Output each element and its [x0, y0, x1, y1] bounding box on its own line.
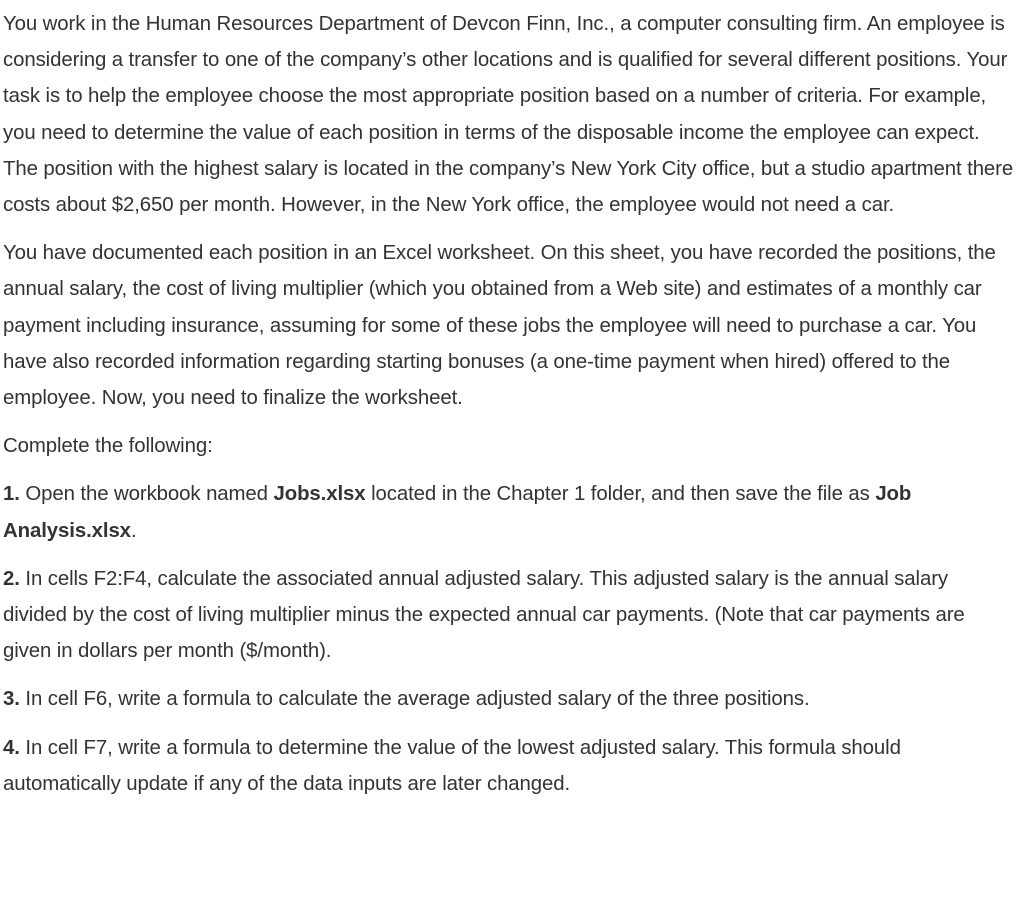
step-3	[3, 681, 1015, 717]
step-text: In cells F2:F4, calculate the associated annual adjusted salary. This adjusted salary is the annual salary divided by the cost of living multiplier minus the expected annual car payments. (Note that car payments are given in dollars per month ($/month).	[3, 567, 965, 663]
step-number: 2.	[3, 567, 20, 590]
instructions-heading: Complete the following:	[3, 435, 213, 458]
intro-paragraph: You work in the Human Resources Department of Devcon Finn, Inc., a computer consulting firm. An employee is considering a transfer to one of the company’s other locations and is qualified for several different positions. Your task is to help the employee choose the most appropriate position based on a number of criteria. For example, you need to determine the value of each position in terms of the disposable income the employee can expect. The position with the highest salary is located in the company’s New York City office, but a studio apartment there costs about $2,650 per month. However, in the New York office, the employee would not need a car.	[3, 13, 1014, 217]
step-text: In cell F6, write a formula to calculate the average adjusted salary of the three positions.	[19, 688, 810, 711]
document-body	[3, 6, 1015, 802]
step-2	[3, 561, 1015, 670]
step-number: 1.	[3, 483, 20, 506]
filename-job-analysis: Job Analysis.xlsx	[3, 483, 912, 542]
step-text: Open the workbook named	[19, 483, 274, 506]
step-text: .	[130, 519, 137, 542]
worksheet-paragraph: You have documented each position in an Excel worksheet. On this sheet, you have recorded the positions, the annual salary, the cost of living multiplier (which you obtained from a Web site) and estimates of a monthly car payment including insurance, assuming for some of these jobs the employee will need to purchase a car. You have also recorded information regarding starting bonuses (a one-time payment when hired) offered to the employee. Now, you need to finalize the worksheet.	[3, 242, 996, 410]
filename-jobs: Jobs.xlsx	[273, 483, 366, 506]
step-text: located in the Chapter 1 folder, and then save the file as	[365, 483, 876, 506]
step-4	[3, 730, 1015, 802]
step-number: 3.	[3, 688, 20, 711]
step-1	[3, 476, 1015, 548]
step-number: 4.	[3, 736, 20, 759]
step-text: In cell F7, write a formula to determine the value of the lowest adjusted salary. This formula should automatically update if any of the data inputs are later changed.	[3, 736, 901, 795]
